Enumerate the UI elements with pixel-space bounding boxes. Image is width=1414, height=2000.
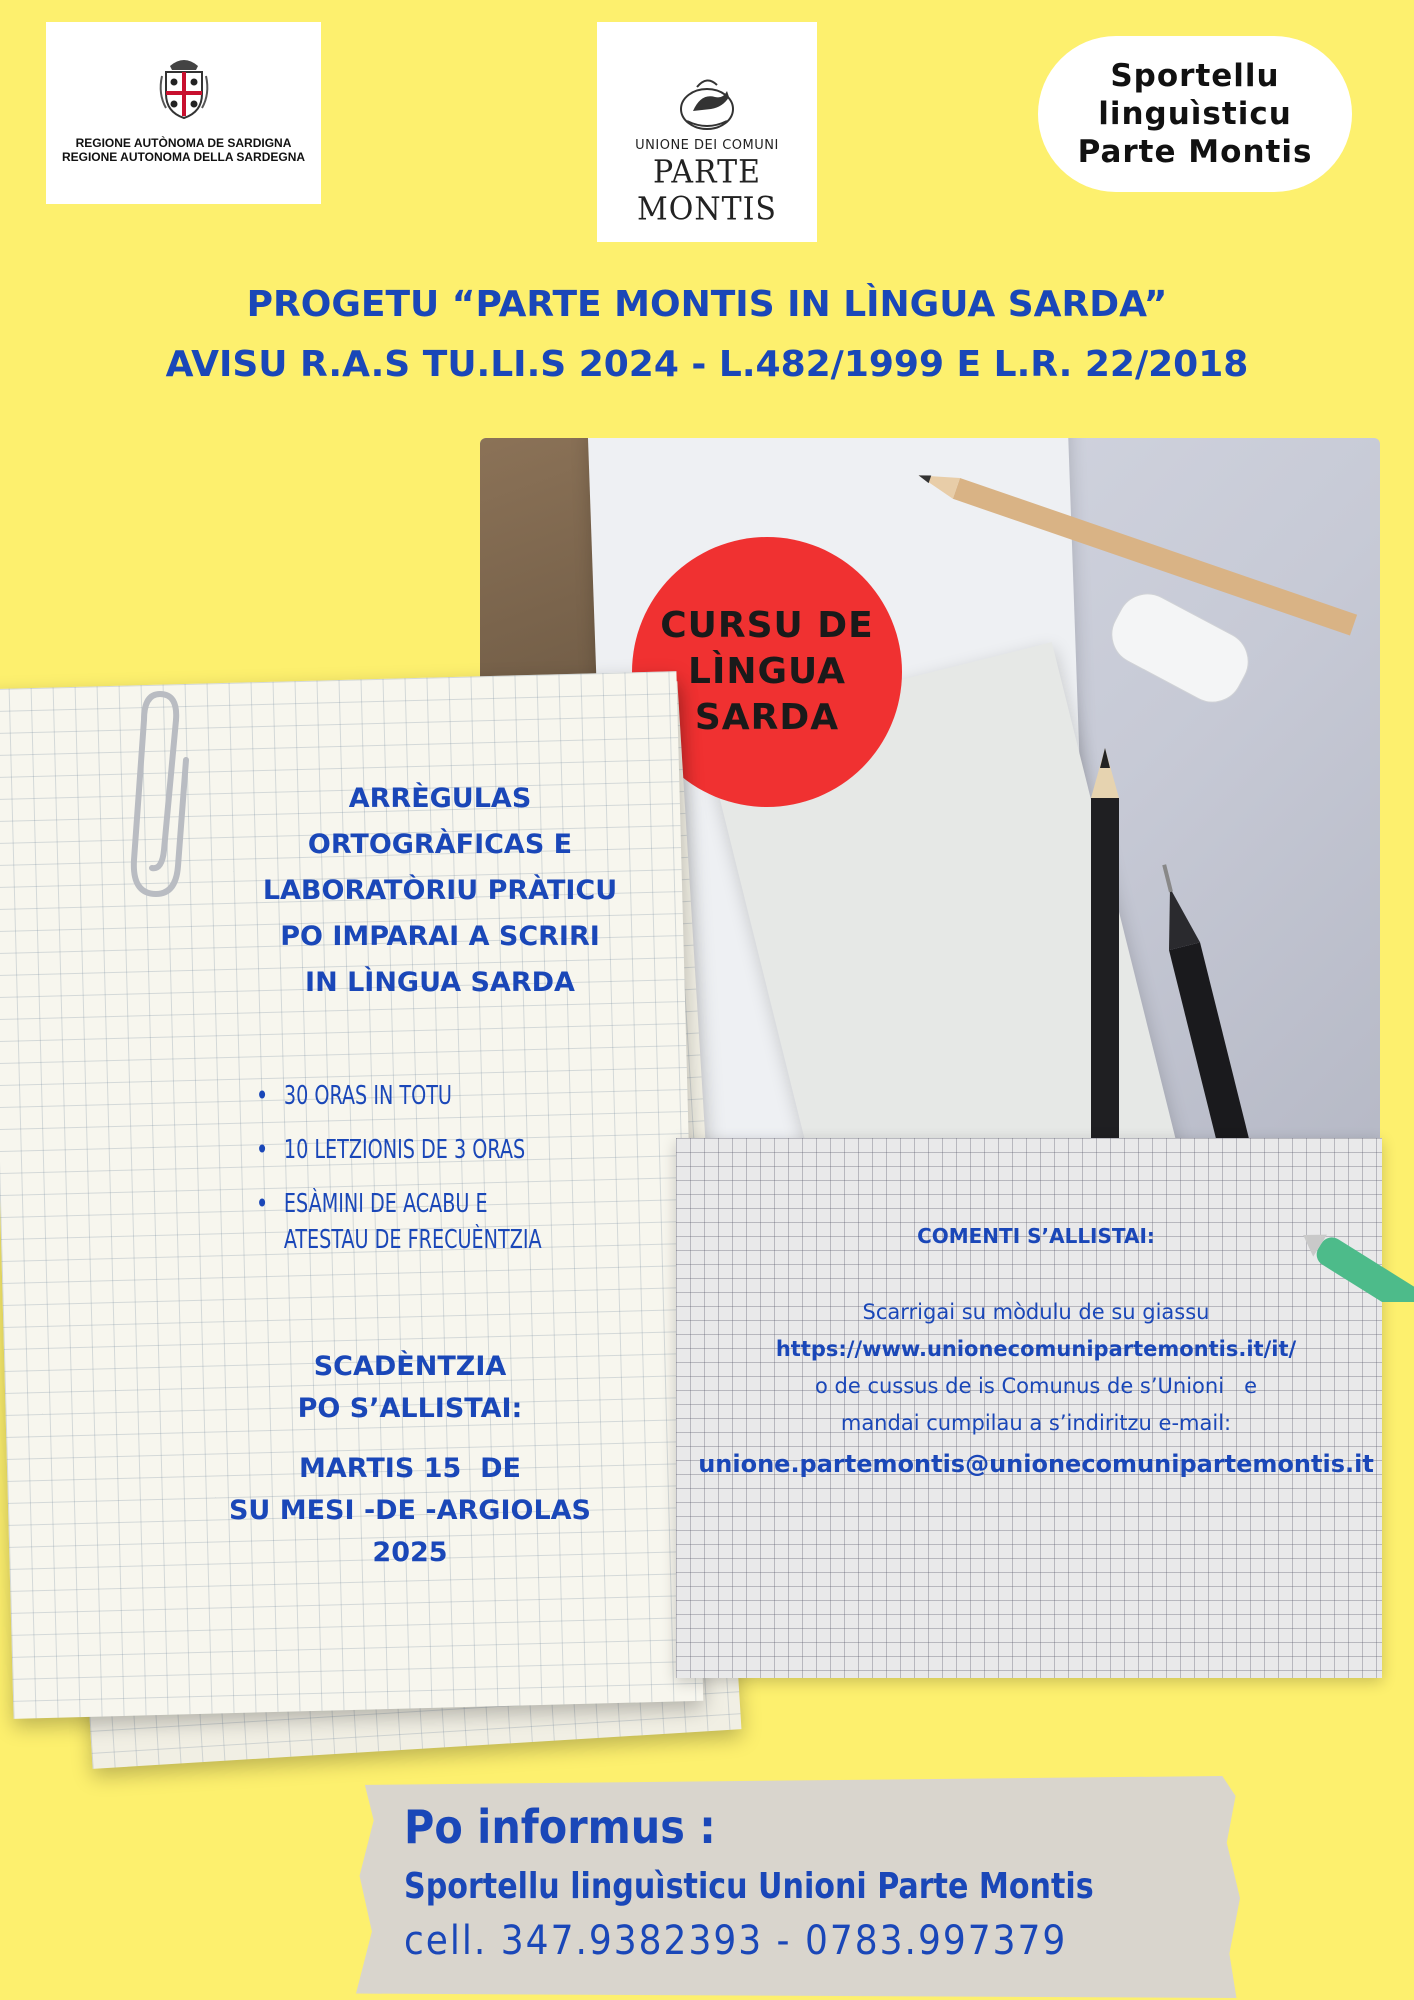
union-big-label: PARTE MONTIS (637, 154, 777, 228)
region-name-italian: REGIONE AUTONOMA DELLA SARDEGNA (61, 150, 306, 164)
sardinia-coat-of-arms-icon (156, 54, 212, 120)
bullet-hours: 30 ORAS IN TOTU (283, 1081, 452, 1111)
info-phone-numbers: cell. 347.9382393 - 0783.997379 (404, 1918, 1068, 1964)
bullet-exam: • ESÀMINI DE ACABU E (283, 1189, 488, 1219)
union-small-label: UNIONE DEI COMUNI (635, 138, 779, 153)
course-line-3: SARDA (694, 697, 840, 738)
list-item (256, 1186, 568, 1258)
course-description (200, 776, 680, 1006)
course-line-2: LÌNGUA (688, 651, 846, 692)
registration-line: o de cussus de is Comunus de s’Unioni e (815, 1374, 1257, 1398)
date-line-3: 2025 (372, 1537, 448, 1568)
rules-line: ARRÈGULAS (348, 783, 532, 814)
email-link[interactable]: unione.partemontis@unionecomunipartemontis.it (698, 1450, 1374, 1478)
course-details-list (256, 1078, 636, 1276)
deadline-date (190, 1448, 630, 1574)
date-line-2: SU MESI -DE -ARGIOLAS (228, 1495, 592, 1526)
region-name-sardinian: REGIONE AUTÒNOMA DE SARDIGNA (75, 136, 292, 150)
rules-line: PO IMPARAI A SCRIRI (280, 921, 600, 952)
project-subtitle: AVISU R.A.S TU.LI.S 2024 - L.482/1999 E L.R. 22/2018 (165, 344, 1249, 385)
sportellu-badge (1038, 36, 1352, 192)
list-item (256, 1132, 568, 1168)
rules-line: IN LÌNGUA SARDA (305, 967, 575, 998)
deadline-line-1: SCADÈNTZIA (313, 1351, 507, 1382)
union-parte-montis-logo (597, 22, 817, 242)
website-link[interactable]: https://www.unionecomunipartemontis.it/it/ (775, 1337, 1297, 1361)
deadline-line-2: PO S’ALLISTAI: (297, 1393, 523, 1424)
registration-heading: COMENTI S’ALLISTAI: (917, 1224, 1155, 1248)
info-office-name: Sportellu linguìsticu Unioni Parte Montis (404, 1866, 1094, 1907)
info-heading: Po informus : (404, 1800, 716, 1854)
badge-line-3: Parte Montis (1077, 134, 1313, 170)
bullet-certificate: ATESTAU DE FRECUÈNTZIA (283, 1225, 542, 1255)
badge-line-2: linguìsticu (1098, 96, 1292, 132)
badge-line-1: Sportellu (1110, 58, 1280, 94)
course-line-1: CURSU DE (660, 605, 874, 646)
list-item (256, 1078, 568, 1114)
bullet-lessons: 10 LETZIONIS DE 3 ORAS (283, 1135, 526, 1165)
registration-card (676, 1138, 1382, 1678)
bird-emblem-icon (667, 67, 747, 137)
deadline-heading (200, 1346, 620, 1430)
rules-line: ORTOGRÀFICAS E (307, 829, 573, 860)
region-sardinia-logo (46, 22, 321, 204)
rules-line: LABORATÒRIU PRÀTICU (262, 875, 618, 906)
project-title: PROGETU “PARTE MONTIS IN LÌNGUA SARDA” (246, 284, 1168, 325)
registration-line: Scarrigai su mòdulu de su giassu (862, 1300, 1210, 1324)
registration-line: mandai cumpilau a s’indiritzu e-mail: (840, 1411, 1232, 1435)
paperclip-icon (104, 680, 204, 920)
date-line-1: MARTIS 15 DE (299, 1453, 521, 1484)
